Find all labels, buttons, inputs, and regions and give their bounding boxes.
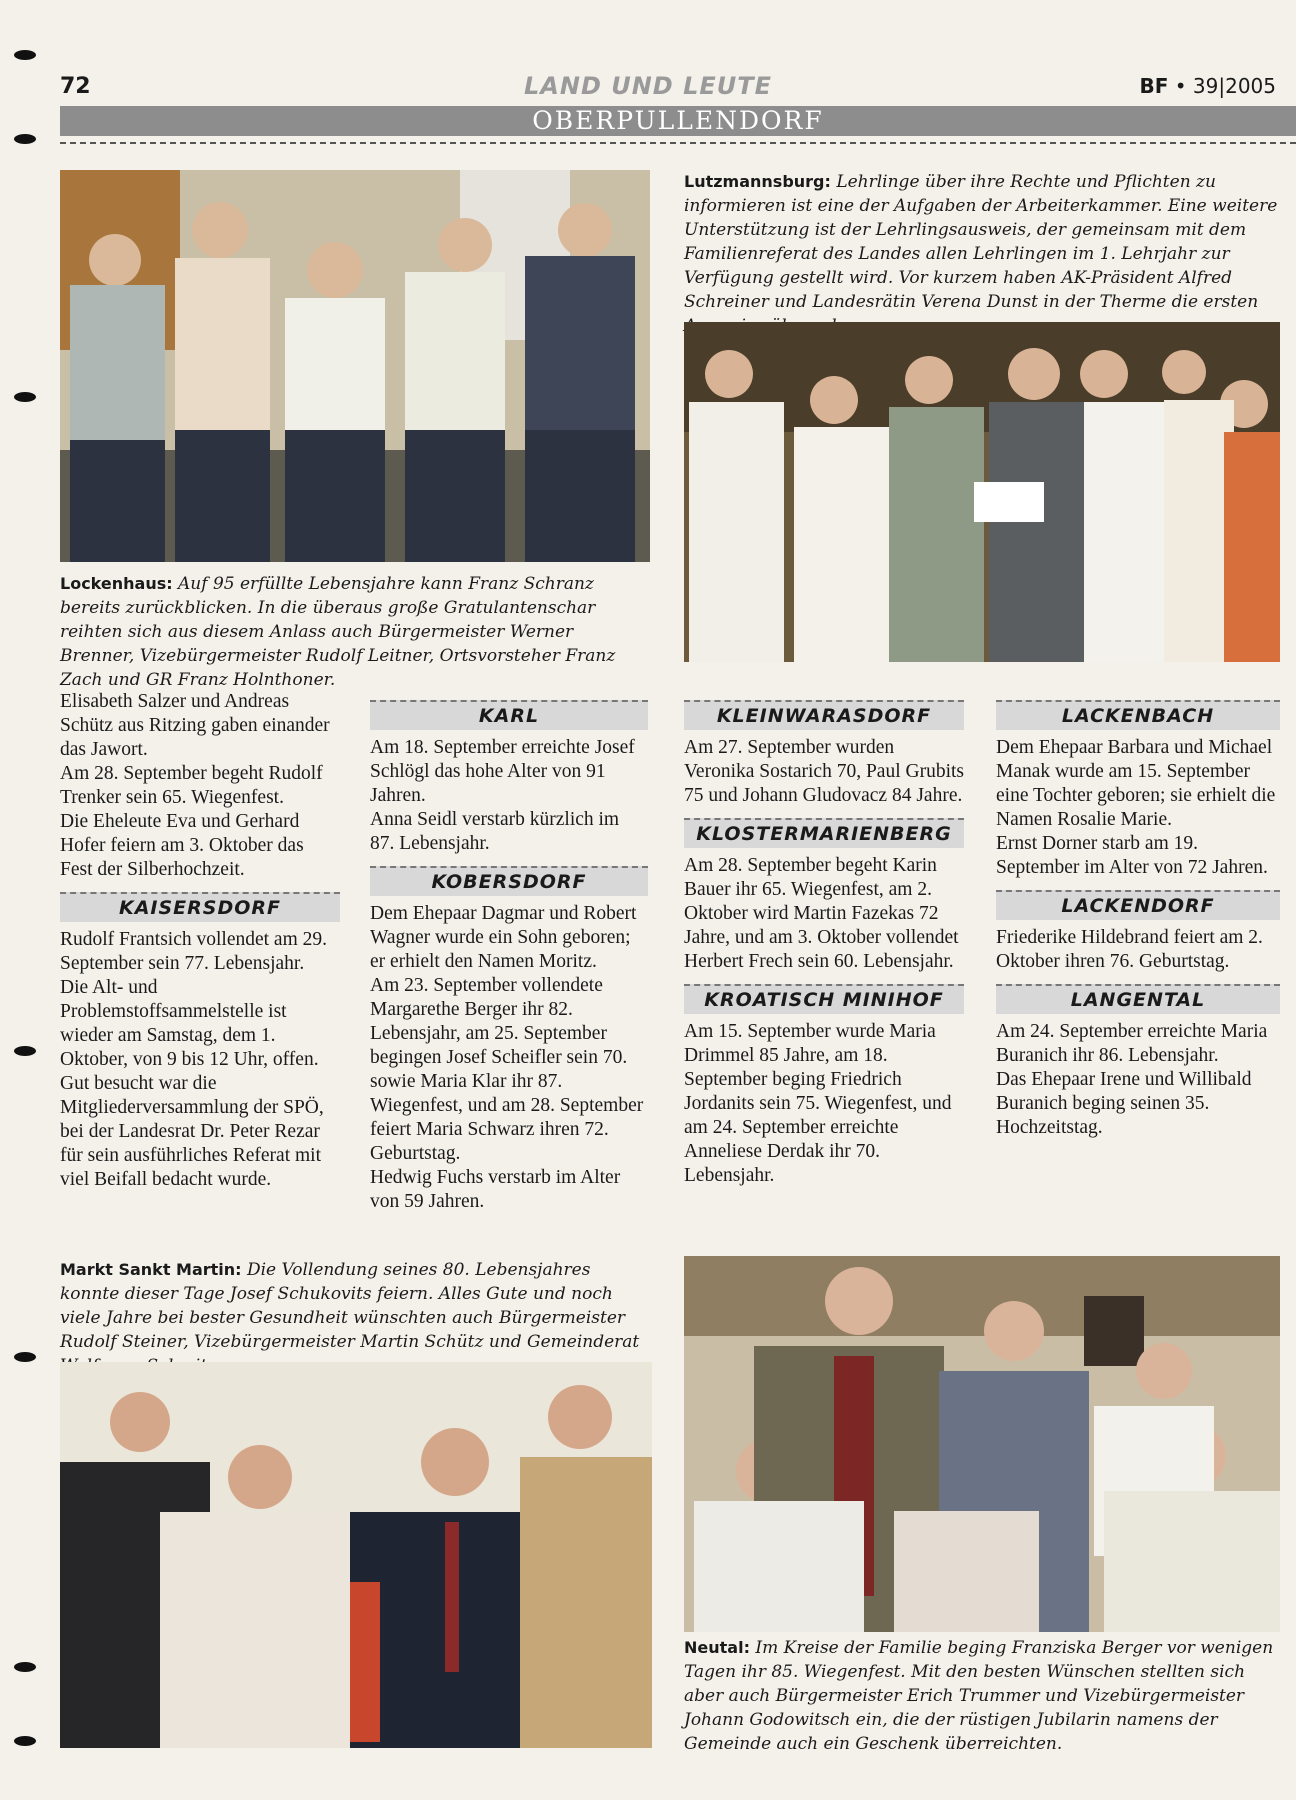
column-3 [684, 700, 964, 1188]
margin-mark [14, 50, 36, 60]
markt-sankt-martin-photo [60, 1362, 652, 1748]
caption-text: Im Kreise der Familie beging Franziska Berger vor wenigen Tagen ihr 85. Wiegenfest. Mit den besten Wünschen stellten sich aber auch Bürgermeister Erich Trummer und Vizebürgermeister Johann Godowitsch ein, die der rüstigen Jubilarin namens der Gemeinde auch ein Geschenk überreichten. [684, 1638, 1274, 1754]
town-heading-langental: LANGENTAL [996, 984, 1280, 1014]
article-paragraph: Anna Seidl verstarb kürzlich im 87. Lebensjahr. [370, 809, 620, 854]
article-paragraph: Hedwig Fuchs verstarb im Alter von 59 Jahren. [370, 1167, 621, 1212]
caption-place: Lutzmannsburg: [684, 172, 831, 191]
town-heading-kleinwarasdorf: KLEINWARASDORF [684, 700, 964, 730]
article-paragraph: Am 15. September wurde Maria Drimmel 85 Jahre, am 18. September beging Friedrich Jordanits sein 75. Wiegenfest, und am 24. September erreichte Anneliese Derdak ihr 70. Lebensjahr. [684, 1021, 952, 1186]
margin-mark [14, 1736, 36, 1746]
article-paragraph: Gut besucht war die Mitgliederversammlung der SPÖ, bei der Landesrat Dr. Peter Rezar für sein ausführliches Referat mit viel Beifall bedacht wurde. [60, 1073, 324, 1190]
publication-name: BF [1139, 74, 1169, 98]
issue-number: 39|2005 [1192, 74, 1276, 98]
region-band [60, 106, 1296, 136]
bullet-separator: • [1174, 74, 1193, 98]
caption-text: Die Vollendung seines 80. Lebensjahres konnte dieser Tage Josef Schukovits feiern. Alles Gute und noch viele Jahre bei bester Gesundheit wünschten auch Bürgermeister Rudolf Steiner, Vizebürgermeister Martin Schütz und Gemeinderat [60, 1260, 640, 1352]
article-paragraph: Am 18. September erreichte Josef Schlögl das hohe Alter von 91 Jahren. [370, 737, 635, 806]
neutal-caption [684, 1636, 1280, 1756]
region-title: OBERPULLENDORF [532, 106, 824, 135]
margin-mark [14, 1046, 36, 1056]
article-paragraph: Dem Ehepaar Dagmar und Robert Wagner wurde ein Sohn geboren; er erhielt den Namen Moritz. [370, 903, 637, 972]
town-heading-lackendorf: LACKENDORF [996, 890, 1280, 920]
markt-sankt-martin-caption [60, 1258, 650, 1378]
article-paragraph: Dem Ehepaar Barbara und Michael Manak wurde am 15. September eine Tochter geboren; sie erhielt die Namen Rosalie Marie. [996, 737, 1276, 830]
column-4 [996, 700, 1280, 1140]
lutzmannsburg-photo [684, 322, 1280, 662]
caption-place: Markt Sankt Martin: [60, 1260, 242, 1279]
page-number: 72 [60, 74, 91, 99]
margin-mark [14, 392, 36, 402]
article-paragraph: Am 28. September begeht Karin Bauer ihr 65. Wiegenfest, am 2. Oktober wird Martin Fazekas 72 Jahre, und am 3. Oktober vollendet Herbert Frech sein 60. Lebensjahr. [684, 855, 959, 972]
town-heading-kroatisch-minihof: KROATISCH MINIHOF [684, 984, 964, 1014]
lockenhaus-photo [60, 170, 650, 562]
town-heading-kobersdorf: KOBERSDORF [370, 866, 648, 896]
article-paragraph: Am 28. September begeht Rudolf Trenker sein 65. Wiegenfest. [60, 763, 323, 808]
margin-mark [14, 1662, 36, 1672]
article-paragraph: Am 24. September erreichte Maria Buranich ihr 86. Lebensjahr. [996, 1021, 1268, 1066]
town-heading-klostermarienberg: KLOSTERMARIENBERG [684, 818, 964, 848]
section-title: LAND UND LEUTE [523, 72, 773, 100]
town-heading-kaisersdorf: KAISERSDORF [60, 892, 340, 922]
article-paragraph: Die Alt- und Problemstoffsammelstelle ist wieder am Samstag, dem 1. Oktober, von 9 bis 12 Uhr, offen. [60, 977, 319, 1070]
caption-text: Lehrlinge über ihre Rechte und Pflichten zu informieren ist eine der Aufgaben der Arbeiterkammer. Eine weitere Unterstützung ist der Lehrlingsausweis, der gemeinsam mit dem Familienreferat des Landes allen Lehrlingen im 1. Lehrjahr zur Verfügung gestellt wird. Vor kurzem haben AK-Präsident Alfred Schreiner und Landesrätin Verena Dunst in der Therme die ersten [684, 172, 1278, 312]
article-paragraph: Am 27. September wurden Veronika Sostarich 70, Paul Grubits 75 und Johann Gludovacz 84 Jahre. [684, 737, 965, 806]
article-paragraph: Friederike Hildebrand feiert am 2. Oktober ihren 76. Geburtstag. [996, 927, 1263, 972]
margin-mark [14, 1352, 36, 1362]
caption-place: Neutal: [684, 1638, 750, 1657]
header-divider [60, 142, 1296, 144]
article-paragraph: Das Ehepaar Irene und Willibald Buranich beging seinen 35. Hochzeitstag. [996, 1069, 1252, 1138]
article-paragraph: Die Eheleute Eva und Gerhard Hofer feiern am 3. Oktober das Fest der Silberhochzeit. [60, 811, 304, 880]
margin-mark [14, 134, 36, 144]
lutzmannsburg-caption [684, 170, 1280, 338]
column-2 [370, 700, 648, 1214]
article-paragraph: Elisabeth Salzer und Andreas Schütz aus Ritzing gaben einander das Jawort. [60, 691, 330, 760]
article-paragraph: Am 23. September vollendete Margarethe Berger ihr 82. Lebensjahr, am 25. September begingen Josef Scheifler sein 70. sowie Maria Klar ihr 87. Wiegenfest, und am 28. September feiert Maria Schwarz ihren 72. Geburtstag. [370, 975, 644, 1164]
town-heading-lackenbach: LACKENBACH [996, 700, 1280, 730]
lockenhaus-caption [60, 572, 650, 692]
article-paragraph: Rudolf Frantsich vollendet am 29. September sein 77. Lebensjahr. [60, 929, 328, 974]
caption-place: Lockenhaus: [60, 574, 173, 593]
neutal-photo [684, 1256, 1280, 1632]
caption-text: Auf 95 erfüllte Lebensjahre kann Franz Schranz bereits zurückblicken. In die überaus große Gratulantenschar reihten sich aus diesem Anlass auch Bürgermeister Werner Brenner, Vizebürgermeister Rudolf Leitner, Ortsvorsteher Franz Zach und GR Franz Holnthoner. [60, 574, 616, 690]
article-paragraph: Ernst Dorner starb am 19. September im Alter von 72 Jahren. [996, 833, 1268, 878]
issue-info [1139, 74, 1276, 98]
column-1 [60, 690, 340, 1192]
town-heading-karl: KARL [370, 700, 648, 730]
